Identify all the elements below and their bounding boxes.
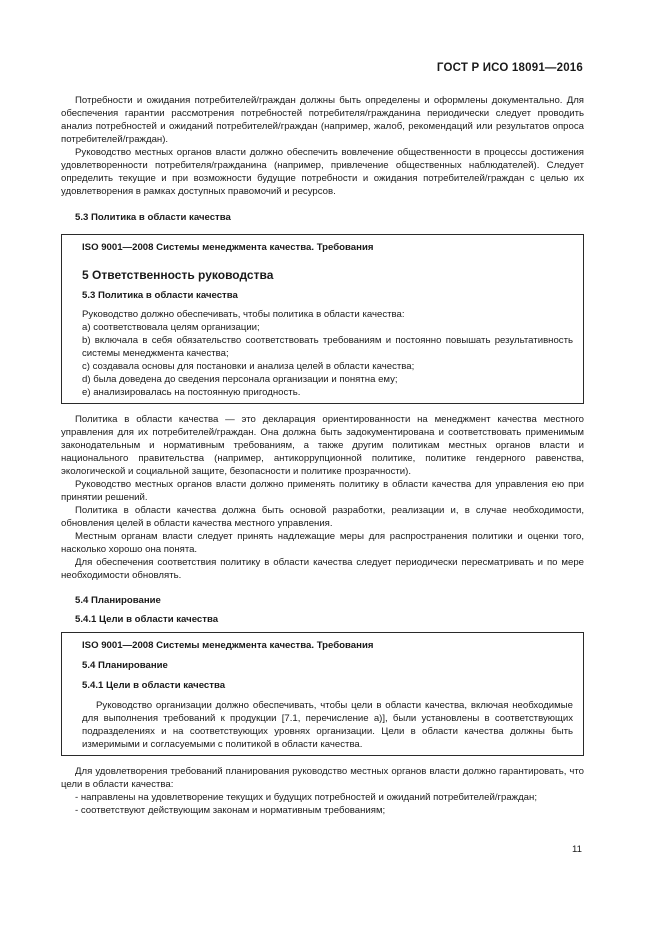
- paragraph: Руководство местных органов власти должно обеспечить вовлечение общественности в процессы достижения удовлетворенности потребителя/гражданина (например, привлечение общественных наблюдателей). Следует определить текущие и при возможности будущие потребности и ожидания потребителей/граждан с целью их удовлетворения в рамках доступных правомочий и ресурсов.: [61, 147, 584, 197]
- section-heading-5-4-1: 5.4.1 Цели в области качества: [75, 614, 219, 625]
- quote-text: Руководство организации должно обеспечивать, чтобы цели в области качества, включая необходимые для выполнения требований к продукции [7.1, перечисление а)], были установлены в соответствующих подразделениях и на соответствующих уровнях организации. Цели в области качества должны быть измеримыми и согласуемыми с политикой в области качества.: [82, 700, 573, 750]
- quote-lead: Руководство должно обеспечивать, чтобы политика в области качества:: [82, 309, 405, 320]
- document-id-header: ГОСТ Р ИСО 18091—2016: [436, 62, 583, 74]
- list-item: - соответствуют действующим законам и нормативным требованиям;: [75, 805, 386, 816]
- quote-box-title: ISO 9001—2008 Системы менеджмента качества. Требования: [82, 640, 374, 651]
- quote-list-item: e) анализировалась на постоянную пригодность.: [82, 387, 301, 398]
- iso-quote-box: [61, 234, 584, 404]
- section-heading-5-3: 5.3 Политика в области качества: [75, 212, 231, 223]
- paragraph: Руководство местных органов власти должно применять политику в области качества для управления ею при принятии решений.: [61, 479, 584, 503]
- quote-list-item: d) была доведена до сведения персонала организации и понятна ему;: [82, 374, 398, 385]
- list-item: - направлены на удовлетворение текущих и будущих потребностей и ожиданий потребителей/граждан;: [75, 792, 537, 803]
- iso-quote-box: [61, 632, 584, 756]
- quote-heading-5-4: 5.4 Планирование: [82, 660, 168, 671]
- paragraph: Потребности и ожидания потребителей/граждан должны быть определены и оформлены документально. Для обеспечения гарантии рассмотрения потребностей потребителя/гражданина периодически следует проводить анализ потребностей и ожиданий потребителей/граждан (например, жалоб, рекомендаций или результатов опроса потребителей/граждан).: [61, 95, 584, 145]
- paragraph: Местным органам власти следует принять надлежащие меры для распространения политики и оценки того, насколько хорошо она понята.: [61, 531, 584, 555]
- quote-list-item: b) включала в себя обязательство соответствовать требованиям и постоянно повышать результативность системы менеджмента качества;: [82, 335, 573, 359]
- section-heading-5-4: 5.4 Планирование: [75, 595, 161, 606]
- quote-heading-5-3: 5.3 Политика в области качества: [82, 290, 238, 301]
- quote-list-item: a) соответствовала целям организации;: [82, 322, 260, 333]
- page-number: 11: [572, 844, 582, 855]
- paragraph: Политика в области качества должна быть основой разработки, реализации и, в случае необходимости, обновления целей в области качества местного управления.: [61, 505, 584, 529]
- quote-box-title: ISO 9001—2008 Системы менеджмента качества. Требования: [82, 242, 374, 253]
- paragraph: Политика в области качества — это декларация ориентированности на менеджмент качества местного управления для их потребителей/граждан. Она должна быть задокументирована и соответствовать применимым законодательным и нормативным требованиям, а также другим политикам местных органов власти и национального правительства (например, антикоррупционной политике, политике гендерного равенства, экологической и социальной защите, безопасности и политике прозрачности).: [61, 414, 584, 477]
- quote-list-item: c) создавала основы для постановки и анализа целей в области качества;: [82, 361, 415, 372]
- document-body: [61, 94, 584, 817]
- quote-heading-5: 5 Ответственность руководства: [82, 268, 274, 282]
- quote-heading-5-4-1: 5.4.1 Цели в области качества: [82, 680, 226, 691]
- paragraph: Для обеспечения соответствия политику в области качества следует периодически пересматривать и по мере необходимости обновлять.: [61, 557, 584, 581]
- paragraph: Для удовлетворения требований планирования руководство местных органов власти должно гарантировать, что цели в области качества:: [61, 766, 584, 790]
